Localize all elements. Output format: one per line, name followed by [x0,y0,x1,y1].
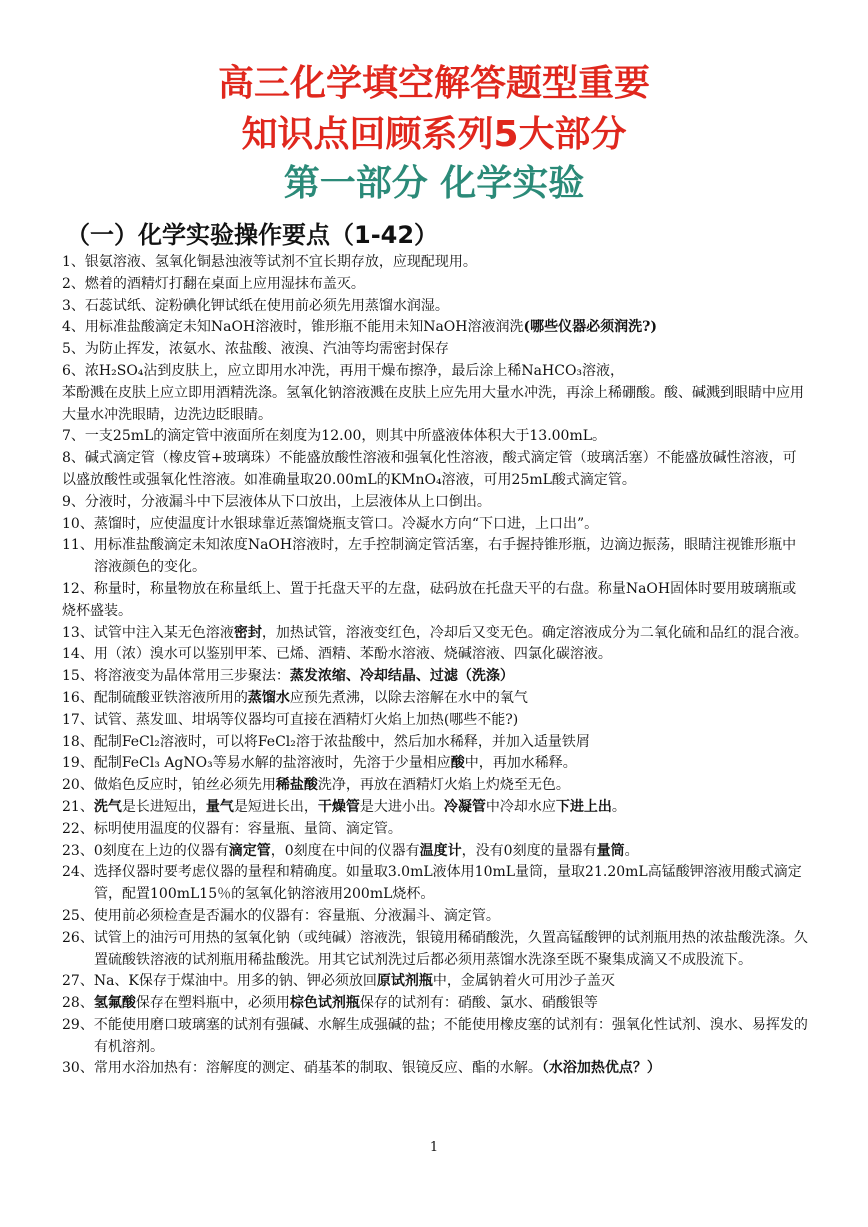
item-text: 中冷却水应 [485,798,556,815]
list-item [62,426,808,448]
item-text: 一支25mL的滴定管中液面所在刻度为12.00，则其中所盛液体体积大于13.00mL。 [84,428,607,445]
item-text: 做焰色反应时，铂丝必须先用 [93,777,276,794]
item-text: 保存的试剂有：硝酸、氯水、硝酸银等 [359,995,598,1012]
item-text-bold: 下进上出 [555,798,612,815]
item-text: 选择仪器时要考虑仪器的量程和精确度。如量取3.0mL液体用10mL量筒，量取21.20mL高锰酸钾溶液用酸式滴定管，配置100mL15％的氢氧化钠溶液用200mL烧杯。 [93,864,802,903]
item-text: 0刻度在上边的仪器有 [93,842,229,859]
item-number: 18、 [62,733,94,750]
item-text-bold: 密封 [233,624,262,641]
item-text-bold: 洗气 [93,798,122,815]
item-number: 14、 [62,646,94,663]
item-text-bold: 温度计 [419,842,462,859]
item-text: 使用前必须检查是否漏水的仪器有：容量瓶、分液漏斗、滴定管。 [93,907,500,924]
list-item [62,710,808,732]
item-text: 苯酚溅在皮肤上应立即用酒精洗涤。氢氧化钠溶液溅在皮肤上应先用大量水冲洗，再涂上稀硼酸。酸、碱溅到眼睛中应用大量水冲洗眼睛，边洗边眨眼睛。 [62,384,804,423]
list-item [62,623,808,645]
item-number: 6、 [62,362,85,379]
item-text: 碱式滴定管（橡皮管+玻璃珠）不能盛放酸性溶液和强氧化性溶液，酸式滴定管（玻璃活塞）不能盛放碱性溶液，可以盛放酸性或强氧化性溶液。如准确量取20.00mL的KMnO₄溶液，可用25mL酸式滴定管。 [62,450,797,488]
list-item [62,797,808,819]
item-number: 20、 [62,777,94,794]
item-text-bold: 滴定管 [228,842,271,859]
item-text: 中，再加水稀释。 [464,755,577,772]
item-text-bold: （水浴加热优点？） [541,1060,661,1077]
list-item [62,339,808,361]
item-number: 2、 [62,275,85,292]
item-text: 用标准盐酸滴定未知浓度NaOH溶液时，左手控制滴定管活塞，右手握持锥形瓶，边滴边振荡，眼睛注视锥形瓶中溶液颜色的变化。 [93,537,797,576]
item-number: 23、 [62,842,94,859]
list-item [62,535,808,579]
item-text: 。 [624,842,639,859]
list-item [62,514,808,536]
item-number: 15、 [62,668,94,685]
item-number: 7、 [62,428,85,445]
item-number: 30、 [62,1060,94,1077]
item-text: 试管、蒸发皿、坩埚等仪器均可直接在酒精灯火焰上加热(哪些不能?) [93,711,519,728]
item-number: 19、 [62,755,94,772]
part-title: 第一部分 化学实验 [283,163,585,204]
item-list [62,252,808,1080]
list-item [62,928,808,972]
item-text: ，加热试管，溶液变红色，冷却后又变无色。确定溶液成分为二氧化硫和品红的混合液。 [261,624,808,641]
item-text: 。 [611,798,626,815]
item-text: 试管上的油污可用热的氢氧化钠（或纯碱）溶液洗，银镜用稀硝酸洗，久置高锰酸钾的试剂瓶用热的浓盐酸洗涤。久置硫酸铁溶液的试剂瓶用稀盐酸洗。用其它试剂洗过后都必须用蒸馏水洗涤至既不聚集成滴又不成股流下。 [93,929,808,968]
item-text-bold: 蒸馏水 [247,689,290,706]
item-number: 10、 [62,515,94,532]
item-text: 配制FeCl₂溶液时，可以将FeCl₂溶于浓盐酸中，然后加水稀释，并加入适量铁屑 [93,733,590,750]
item-number: 8、 [62,450,85,467]
list-item [62,252,808,274]
list-item [62,1058,808,1080]
list-item [62,971,808,993]
item-number: 9、 [62,493,85,510]
list-item [62,492,808,514]
item-text-bold: (哪些仪器必须润洗?) [523,319,657,336]
item-text: 常用水浴加热有：溶解度的测定、硝基苯的制取、银镜反应、酯的水解。 [93,1060,542,1077]
item-text-bold: 量筒 [596,842,625,859]
list-item [62,775,808,797]
list-item [62,361,808,383]
item-number: 11、 [62,537,94,554]
list-item [62,274,808,296]
list-item [62,317,808,339]
item-number: 17、 [62,711,94,728]
item-text: 蒸馏时，应使温度计水银球靠近蒸馏烧瓶支管口。冷凝水方向“下口进，上口出”。 [93,515,599,532]
item-number: 22、 [62,820,94,837]
item-text: 标明使用温度的仪器有：容量瓶、量筒、滴定管。 [93,820,402,837]
item-text-bold: 氢氟酸 [93,995,136,1012]
item-number: 26、 [62,929,94,946]
list-item [62,906,808,928]
item-number: 25、 [62,907,94,924]
item-text-bold: 酸 [450,755,465,772]
list-item [62,753,808,775]
item-text: Na、K保存于煤油中。用多的钠、钾必须放回 [93,973,377,990]
item-text: 配制硫酸亚铁溶液所用的 [93,689,248,706]
item-text-bold: 棕色试剂瓶 [289,995,360,1012]
list-item [62,296,808,318]
item-text: 分液时，分液漏斗中下层液体从下口放出，上层液体从上口倒出。 [84,493,491,510]
list-item [62,862,808,906]
item-number: 3、 [62,297,85,314]
item-text: 不能使用磨口玻璃塞的试剂有强碱、水解生成强碱的盐；不能使用橡皮塞的试剂有：强氧化性试剂、溴水、易挥发的有机溶剂。 [93,1016,808,1055]
item-text: 银氨溶液、氢氧化铜悬浊液等试剂不宜长期存放，应现配现用。 [84,254,477,270]
item-text: 石蕊试纸、淀粉碘化钾试纸在使用前必须先用蒸馏水润湿。 [84,297,449,314]
item-text: 燃着的酒精灯打翻在桌面上应用湿抹布盖灭。 [84,275,365,292]
item-number: 13、 [62,624,94,641]
item-text-bold: 原试剂瓶 [376,973,433,990]
item-number: 12、 [62,580,94,597]
item-text: 是大进小出。 [359,798,444,815]
item-text: 用（浓）溴水可以鉴别甲苯、已烯、酒精、苯酚水溶液、烧碱溶液、四氯化碳溶液。 [93,646,612,663]
item-number: 27、 [62,973,94,990]
item-text: 是短进长出， [233,798,318,815]
list-item [62,841,808,863]
item-number: 28、 [62,995,94,1012]
item-number: 4、 [62,319,85,336]
item-text: 将溶液变为晶体常用三步聚法： [93,668,290,685]
item-number: 16、 [62,689,94,706]
list-item [62,819,808,841]
list-item [62,732,808,754]
list-item [62,993,808,1015]
item-text-bold: 稀盐酸 [275,777,318,794]
item-number: 21、 [62,798,94,815]
item-text: 用标准盐酸滴定未知NaOH溶液时，锥形瓶不能用未知NaOH溶液润洗 [84,319,524,336]
list-item [62,1015,808,1059]
item-number: 1、 [62,254,85,270]
item-text-bold: 蒸发浓缩、冷却结晶、过滤（洗涤） [289,668,514,685]
item-number: 24、 [62,864,94,881]
item-text-bold: 冷凝管 [443,798,486,815]
item-text: 浓H₂SO₄沾到皮肤上，应立即用水冲洗，再用干燥布擦净，最后涂上稀NaHCO₃溶液， [84,362,625,379]
item-text: 应预先煮沸，以除去溶解在水中的氧气 [289,689,528,706]
item-text-bold: 干燥管 [317,798,360,815]
item-text: ，没有0刻度的量器有 [461,842,597,859]
item-text: 洗净，再放在酒精灯火焰上灼烧至无色。 [317,777,570,794]
section-heading: （一）化学实验操作要点（1-42） [66,221,439,249]
list-item [62,383,808,427]
item-text: 中，金属钠着火可用沙子盖灭 [432,973,615,990]
item-text: 配制FeCl₃ AgNO₃等易水解的盐溶液时，先溶于少量相应 [93,755,451,772]
item-text: 试管中注入某无色溶液 [93,624,234,641]
document-title-line1: 高三化学填空解答题型重要 [217,63,650,104]
list-item [62,448,808,492]
item-text: 称量时，称量物放在称量纸上、置于托盘天平的左盘，砝码放在托盘天平的右盘。称量NaOH固体时要用玻璃瓶或烧杯盛装。 [62,580,797,619]
item-text: ，0刻度在中间的仪器有 [270,842,420,859]
list-item [62,688,808,710]
item-text: 是长进短出， [121,798,206,815]
list-item [62,666,808,688]
list-item [62,579,808,623]
item-number: 29、 [62,1016,94,1033]
item-text: 保存在塑料瓶中，必须用 [135,995,290,1012]
item-text: 为防止挥发，浓氨水、浓盐酸、液溴、汽油等均需密封保存 [84,341,449,358]
document-title-line2: 知识点回顾系列5大部分 [241,114,627,155]
item-number: 5、 [62,341,85,358]
page-number: 1 [429,1140,439,1155]
list-item [62,644,808,666]
item-text-bold: 量气 [205,798,234,815]
